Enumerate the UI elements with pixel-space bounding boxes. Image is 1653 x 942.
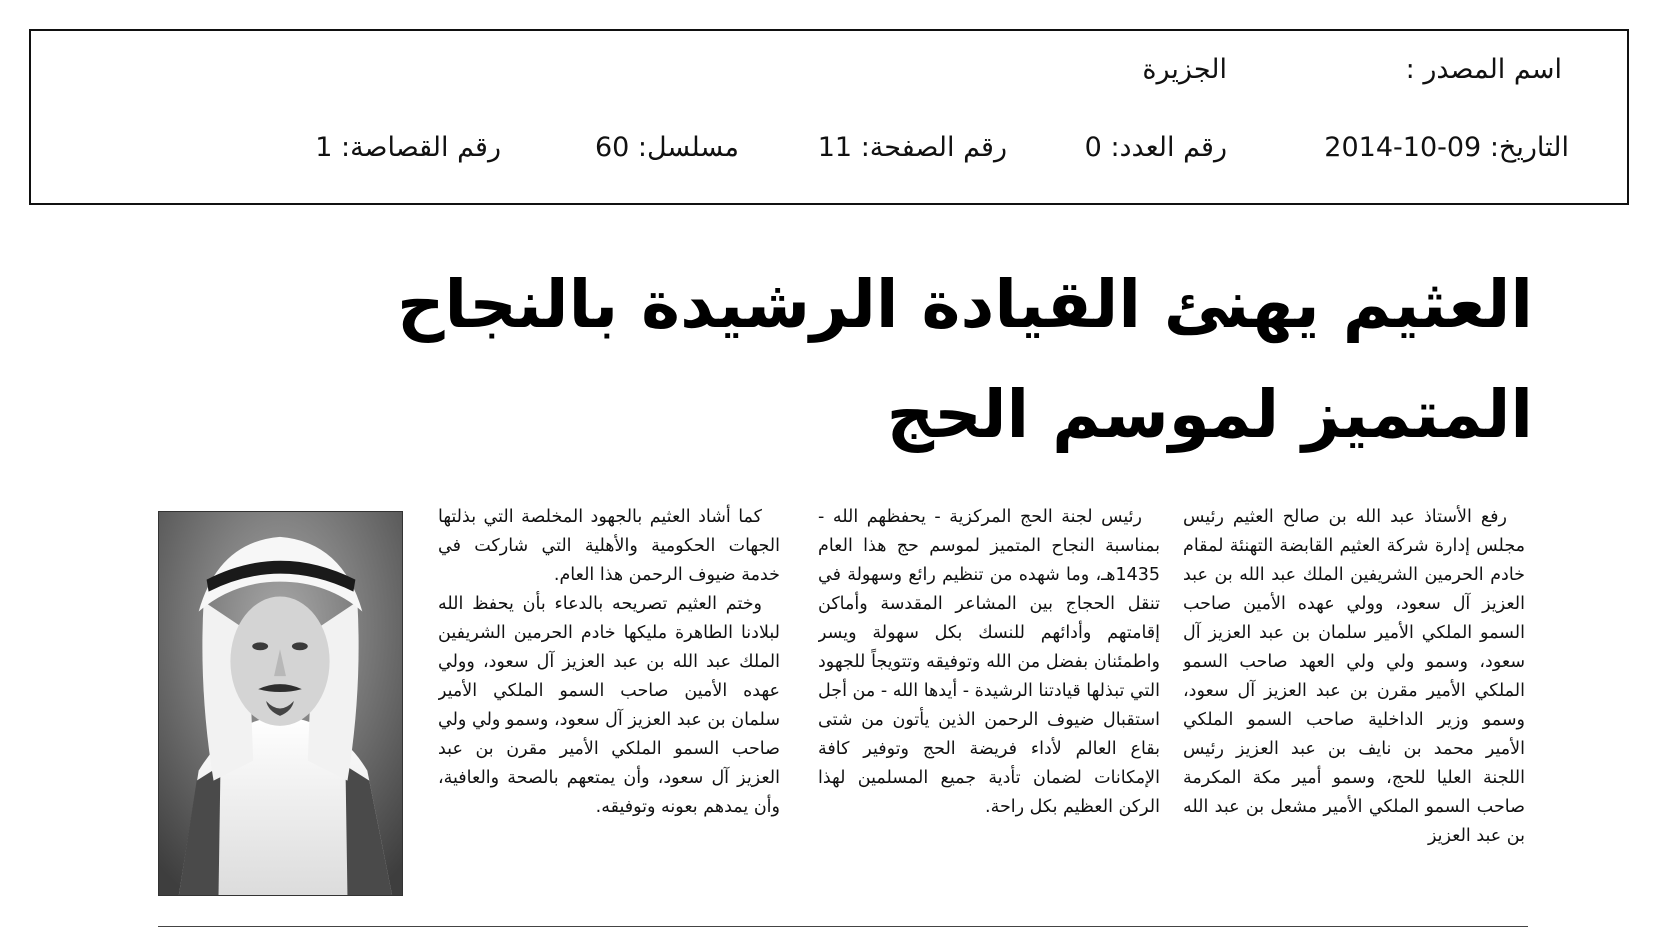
article-paragraph: وختم العثيم تصريحه بالدعاء بأن يحفظ الله لبلادنا الطاهرة مليكها خادم الحرمين الشريفين الملك عبد الله بن عبد العزيز آل سعود، وولي عهده الأمين صاحب السمو الملكي الأمير سلمان بن عبد العزيز آل سعود، وسمو ولي ولي صاحب السمو الملكي الأمير مقرن بن عبد العزيز آل سعود، وأن يمتعهم بالصحة والعافية، وأن يمدهم بعونه وتوفيقه.	[438, 594, 780, 817]
article-paragraph: كما أشاد العثيم بالجهود المخلصة التي بذلتها الجهات الحكومية والأهلية التي شاركت في خدمة ضيوف الرحمن هذا العام.	[438, 507, 780, 585]
source-info-box	[29, 29, 1629, 205]
issue-number-field: رقم العدد: 0	[1084, 132, 1227, 163]
article-column-2	[818, 503, 1160, 893]
article-paragraph: رئيس لجنة الحج المركزية - يحفظهم الله - بمناسبة النجاح المتميز لموسم حج هذا العام 1435هـ، وما شهده من تنظيم رائع وسهولة في تنقل الحجاج بين المشاعر المقدسة وأماكن إقامتهم وأدائهم للنسك بكل سهولة ويسر واطمئنان بفضل من الله وتوفيقه وتتويجاً للجهود التي تبذلها قيادتنا الرشيدة - أيدها الله - من أجل استقبال ضيوف الرحمن الذين يأتون من شتى بقاع العالم لأداء فريضة الحج وتوفير كافة الإمكانات لضمان تأدية جميع المسلمين لهذا الركن العظيم بكل راحة.	[818, 507, 1160, 817]
page-number-field: رقم الصفحة: 11	[817, 132, 1007, 163]
article-column-1	[1183, 503, 1525, 893]
serial-field: مسلسل: 60	[594, 132, 739, 163]
portrait-photo	[158, 511, 403, 896]
portrait-icon	[159, 512, 402, 895]
article-paragraph: رفع الأستاذ عبد الله بن صالح العثيم رئيس مجلس إدارة شركة العثيم القابضة التهنئة لمقام خادم الحرمين الشريفين الملك عبد الله بن عبد العزيز آل سعود، وولي عهده الأمين صاحب السمو الملكي الأمير سلمان بن عبد العزيز آل سعود، وسمو ولي ولي العهد صاحب السمو الملكي الأمير مقرن بن عبد العزيز آل سعود، وسمو وزير الداخلية صاحب السمو الملكي الأمير محمد بن نايف بن عبد العزيز رئيس اللجنة العليا للحج، وسمو أمير مكة المكرمة صاحب السمو الملكي الأمير مشعل بن عبد الله بن عبد العزيز	[1183, 507, 1525, 846]
source-label: اسم المصدر :	[1405, 54, 1562, 85]
article-headline: العثيم يهنئ القيادة الرشيدة بالنجاح المتميز لموسم الحج	[396, 266, 1533, 453]
source-value: الجزيرة	[1142, 54, 1227, 85]
clip-number-field: رقم القصاصة: 1	[315, 132, 501, 163]
bottom-divider	[158, 926, 1528, 927]
article-column-3	[438, 503, 780, 893]
date-field: التاريخ: 09-10-2014	[1324, 132, 1569, 163]
